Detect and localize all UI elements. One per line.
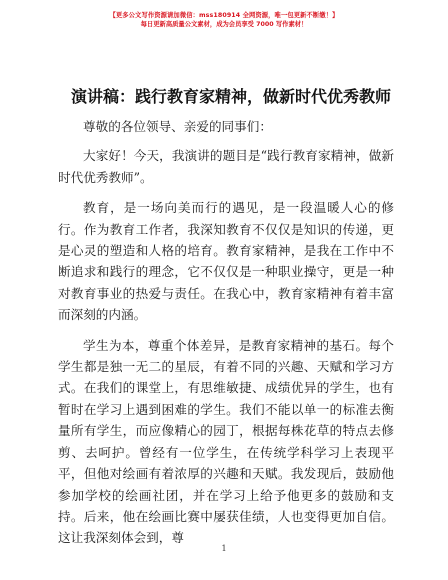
paragraph-2: 教育，是一场向美而行的遇见，是一段温暖人心的修行。作为教育工作者，我深知教育不仅仅是知识的传递，更是心灵的塑造和人格的培育。教育家精神，是我在工作中不断追求和践行的理念，它不仅仅是一种职业操守，更是一种对教育事业的热爱与责任。在我心中，教育家精神有着丰富而深刻的内涵。 bbox=[58, 200, 394, 323]
promo-banner bbox=[0, 11, 448, 29]
page-number: 1 bbox=[221, 544, 227, 553]
salutation: 尊敬的各位领导、亲爱的同事们： bbox=[83, 119, 272, 134]
banner-line-2: 每日更新高质量公文素材，成为会员享受 7000 写作素材！ bbox=[140, 21, 308, 28]
banner-line-1: 【更多公文写作资源请加微信：mss180914 全网资源，唯一包更新不断缴！】 bbox=[109, 12, 339, 19]
paragraph-3: 学生为本，尊重个体差异，是教育家精神的基石。每个学生都是独一无二的星辰，有着不同的兴趣、天赋和学习方式。在我们的课堂上，有思维敏捷、成绩优异的学生，也有暂时在学习上遇到困难的学生。我们不能以单一的标准去衡量所有学生，而应像精心的园丁，根据每株花草的特点去修剪、去呵护。曾经有一位学生，在传统学科学习上表现平平，但他对绘画有着浓厚的兴趣和天赋。我发现后，鼓励他参加学校的绘画社团，并在学习上给予他更多的鼓励和支持。后来，他在绘画比赛中屡获佳绩，人也变得更加自信。这让我深刻体会到，尊 bbox=[58, 337, 394, 546]
document-body bbox=[58, 116, 394, 558]
document-title: 演讲稿：践行教育家精神，做新时代优秀教师 bbox=[71, 87, 392, 106]
paragraph-1: 大家好！今天，我演讲的题目是“践行教育家精神，做新时代优秀教师”。 bbox=[58, 148, 394, 185]
